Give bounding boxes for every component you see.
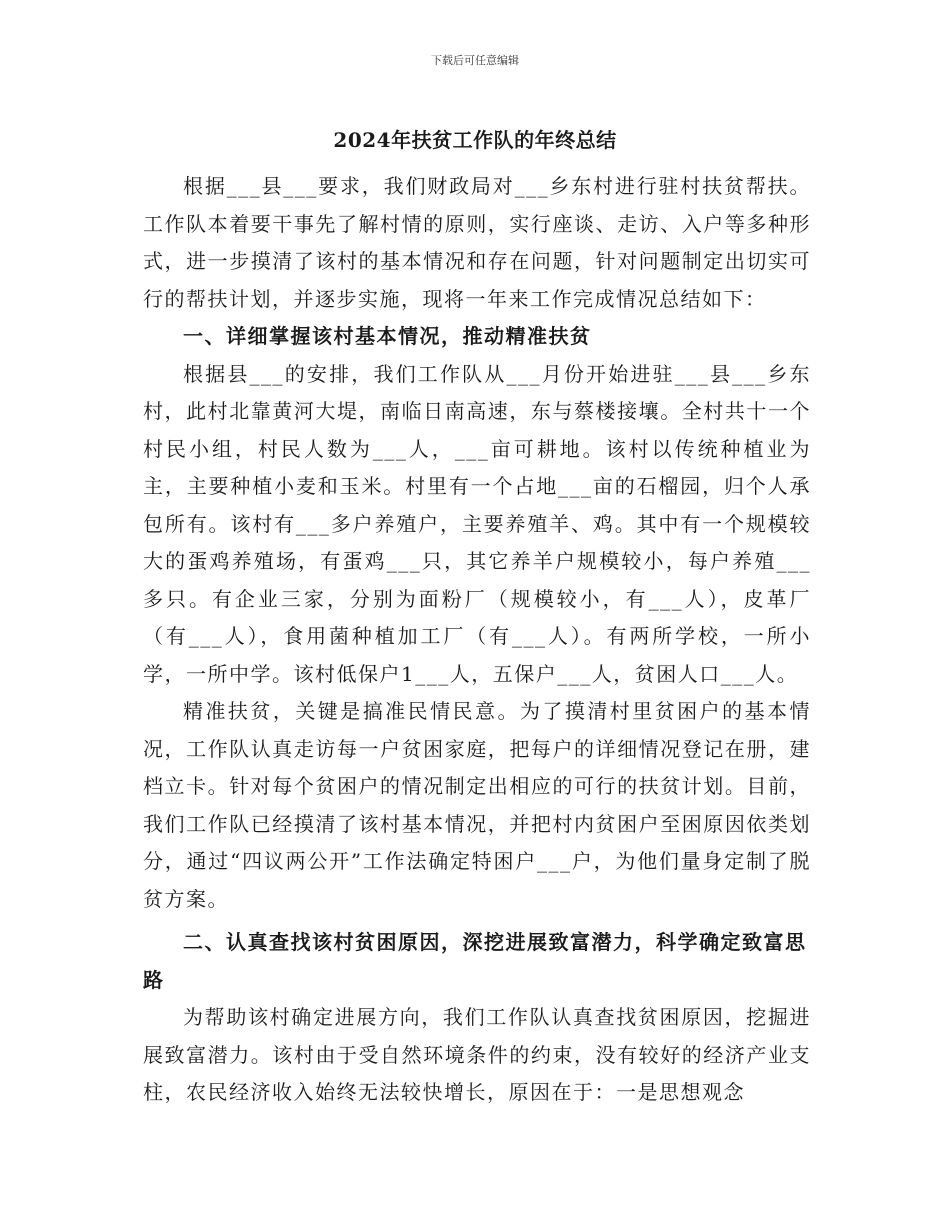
header-note: 下载后可任意编辑 [431, 54, 519, 67]
section-2-paragraph-1: 为帮助该村确定进展方向，我们工作队认真查找贫困原因，挖掘进展致富潜力。该村由于受自然环境条件的约束，没有较好的经济产业支柱，农民经济收入始终无法较快增长，原因在于：一是思想观念 [143, 1005, 811, 1104]
section-1-heading: 一、详细掌握该村基本情况，推动精准扶贫 [183, 324, 592, 348]
section-1-paragraph-1: 根据县___的安排，我们工作队从___月份开始进驻___县___乡东村，此村北靠黄河大堤，南临日南高速，东与蔡楼接壤。全村共十一个村民小组，村民人数为___人，___亩可耕地。该村以传统种植业为主，主要种植小麦和玉米。村里有一个占地___亩的石榴园，归个人承包所有。该村有___多户养殖户，主要养殖羊、鸡。其中有一个规模较大的蛋鸡养殖场，有蛋鸡___只，其它养羊户规模较小，每户养殖___多只。有企业三家，分别为面粉厂（规模较小，有___人），皮革厂（有___人），食用菌种植加工厂（有___人）。有两所学校，一所小学，一所中学。该村低保户1___人，五保户___人，贫困人口___人。 [143, 361, 811, 686]
section-1-paragraph-2: 精准扶贫，关键是搞准民情民意。为了摸清村里贫困户的基本情况，工作队认真走访每一户贫困家庭，把每户的详细情况登记在册，建档立卡。针对每个贫困户的情况制定出相应的可行的扶贫计划。目前，我们工作队已经摸清了该村基本情况，并把村内贫困户至困原因依类划分，通过“四议两公开”工作法确定特困户___户，为他们量身定制了脱贫方案。 [143, 699, 811, 911]
section-2-heading: 二、认真查找该村贫困原因，深挖进展致富潜力，科学确定致富思路 [143, 930, 807, 992]
document-body [143, 168, 811, 1112]
intro-paragraph: 根据___县___要求，我们财政局对___乡东村进行驻村扶贫帮扶。工作队本着要干事先了解村情的原则，实行座谈、走访、入户等多种形式，进一步摸清了该村的基本情况和存在问题，针对问题制定出切实可行的帮扶计划，并逐步实施，现将一年来工作完成情况总结如下： [143, 174, 811, 311]
document-title: 2024年扶贫工作队的年终总结 [333, 128, 617, 152]
